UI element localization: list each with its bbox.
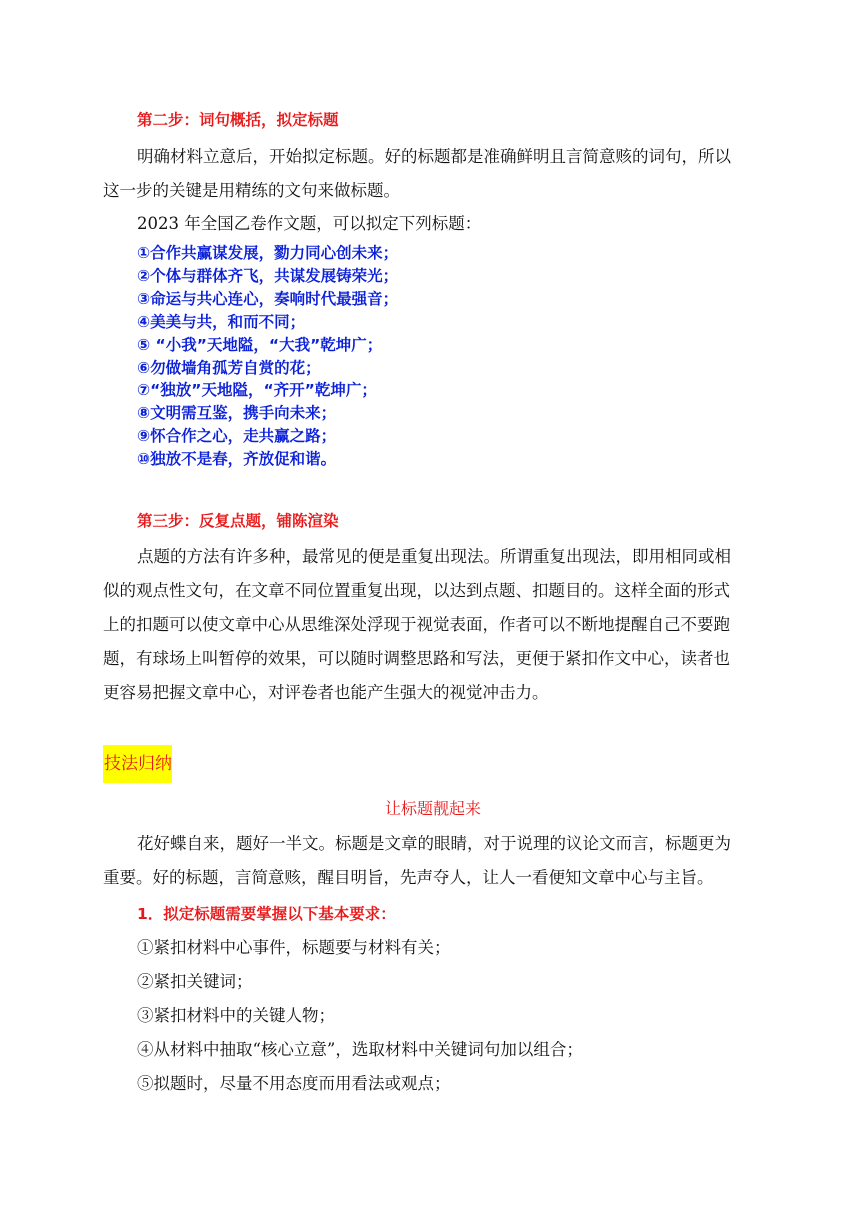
requirement-item: ①紧扣材料中心事件，标题要与材料有关； [137,938,451,957]
requirement-item: ③紧扣材料中的关键人物； [137,1006,335,1025]
step3-paragraph-line: 点题的方法有许多种，最常见的便是重复出现法。所谓重复出现法，即用相同或相 [137,547,731,566]
step3-heading: 第三步：反复点题，铺陈渲染 [137,512,339,530]
title-option: ④美美与共，和而不同； [137,313,306,331]
requirement-item: ②紧扣关键词； [137,972,253,991]
step3-paragraph-line: 题，有球场上叫暂停的效果，可以随时调整思路和写法，更便于紧扣作文中心，读者也 [103,649,730,668]
step2-intro: 2023 年全国乙卷作文题，可以拟定下列标题： [137,214,482,233]
step3-paragraph-line: 上的扣题可以使文章中心从思维深处浮现于视觉表面，作者可以不断地提醒自己不要跑 [103,615,730,634]
title-option: ⑩独放不是春，齐放促和谐。 [137,450,337,468]
title-option: ⑦“独放”天地隘，“齐开”乾坤广； [137,381,377,399]
requirements-heading: 1．拟定标题需要掌握以下基本要求： [137,905,396,923]
requirement-item: ⑤拟题时，尽量不用态度而用看法或观点； [137,1074,451,1093]
title-option: ⑥勿做墙角孤芳自赏的花； [137,359,321,377]
summary-paragraph-line-2: 重要。好的标题，言简意赅，醒目明旨，先声夺人，让人一看便知文章中心与主旨。 [103,868,714,887]
step3-paragraph-line: 似的观点性文句，在文章不同位置重复出现，以达到点题、扣题目的。这样全面的形式 [103,581,730,600]
summary-paragraph-line-1: 花好蝶自来，题好一半文。标题是文章的眼睛，对于说理的议论文而言，标题更为 [137,834,731,853]
summary-title: 让标题靓起来 [384,799,481,818]
title-option: ②个体与群体齐飞，共谋发展铸荣光； [137,267,399,285]
title-option: ①合作共赢谋发展，勠力同心创未来； [137,244,399,262]
step3-paragraph-line: 更容易把握文章中心，对评卷者也能产生强大的视觉冲击力。 [103,683,549,702]
technique-summary-badge: 技法归纳 [103,745,172,783]
step2-paragraph-line-1: 明确材料立意后，开始拟定标题。好的标题都是准确鲜明且言简意赅的词句，所以 [137,147,731,166]
title-option: ⑨怀合作之心，走共赢之路； [137,427,337,445]
requirement-item: ④从材料中抽取“核心立意”，选取材料中关键词句加以组合； [137,1040,583,1059]
title-option: ③命运与共心连心，奏响时代最强音； [137,290,399,308]
title-option: ⑤ “小我”天地隘，“大我”乾坤广； [137,336,383,354]
step2-paragraph-line-2: 这一步的关键是用精练的文句来做标题。 [103,181,400,200]
step2-heading: 第二步：词句概括，拟定标题 [137,111,339,129]
title-option: ⑧文明需互鉴，携手向未来； [137,404,337,422]
